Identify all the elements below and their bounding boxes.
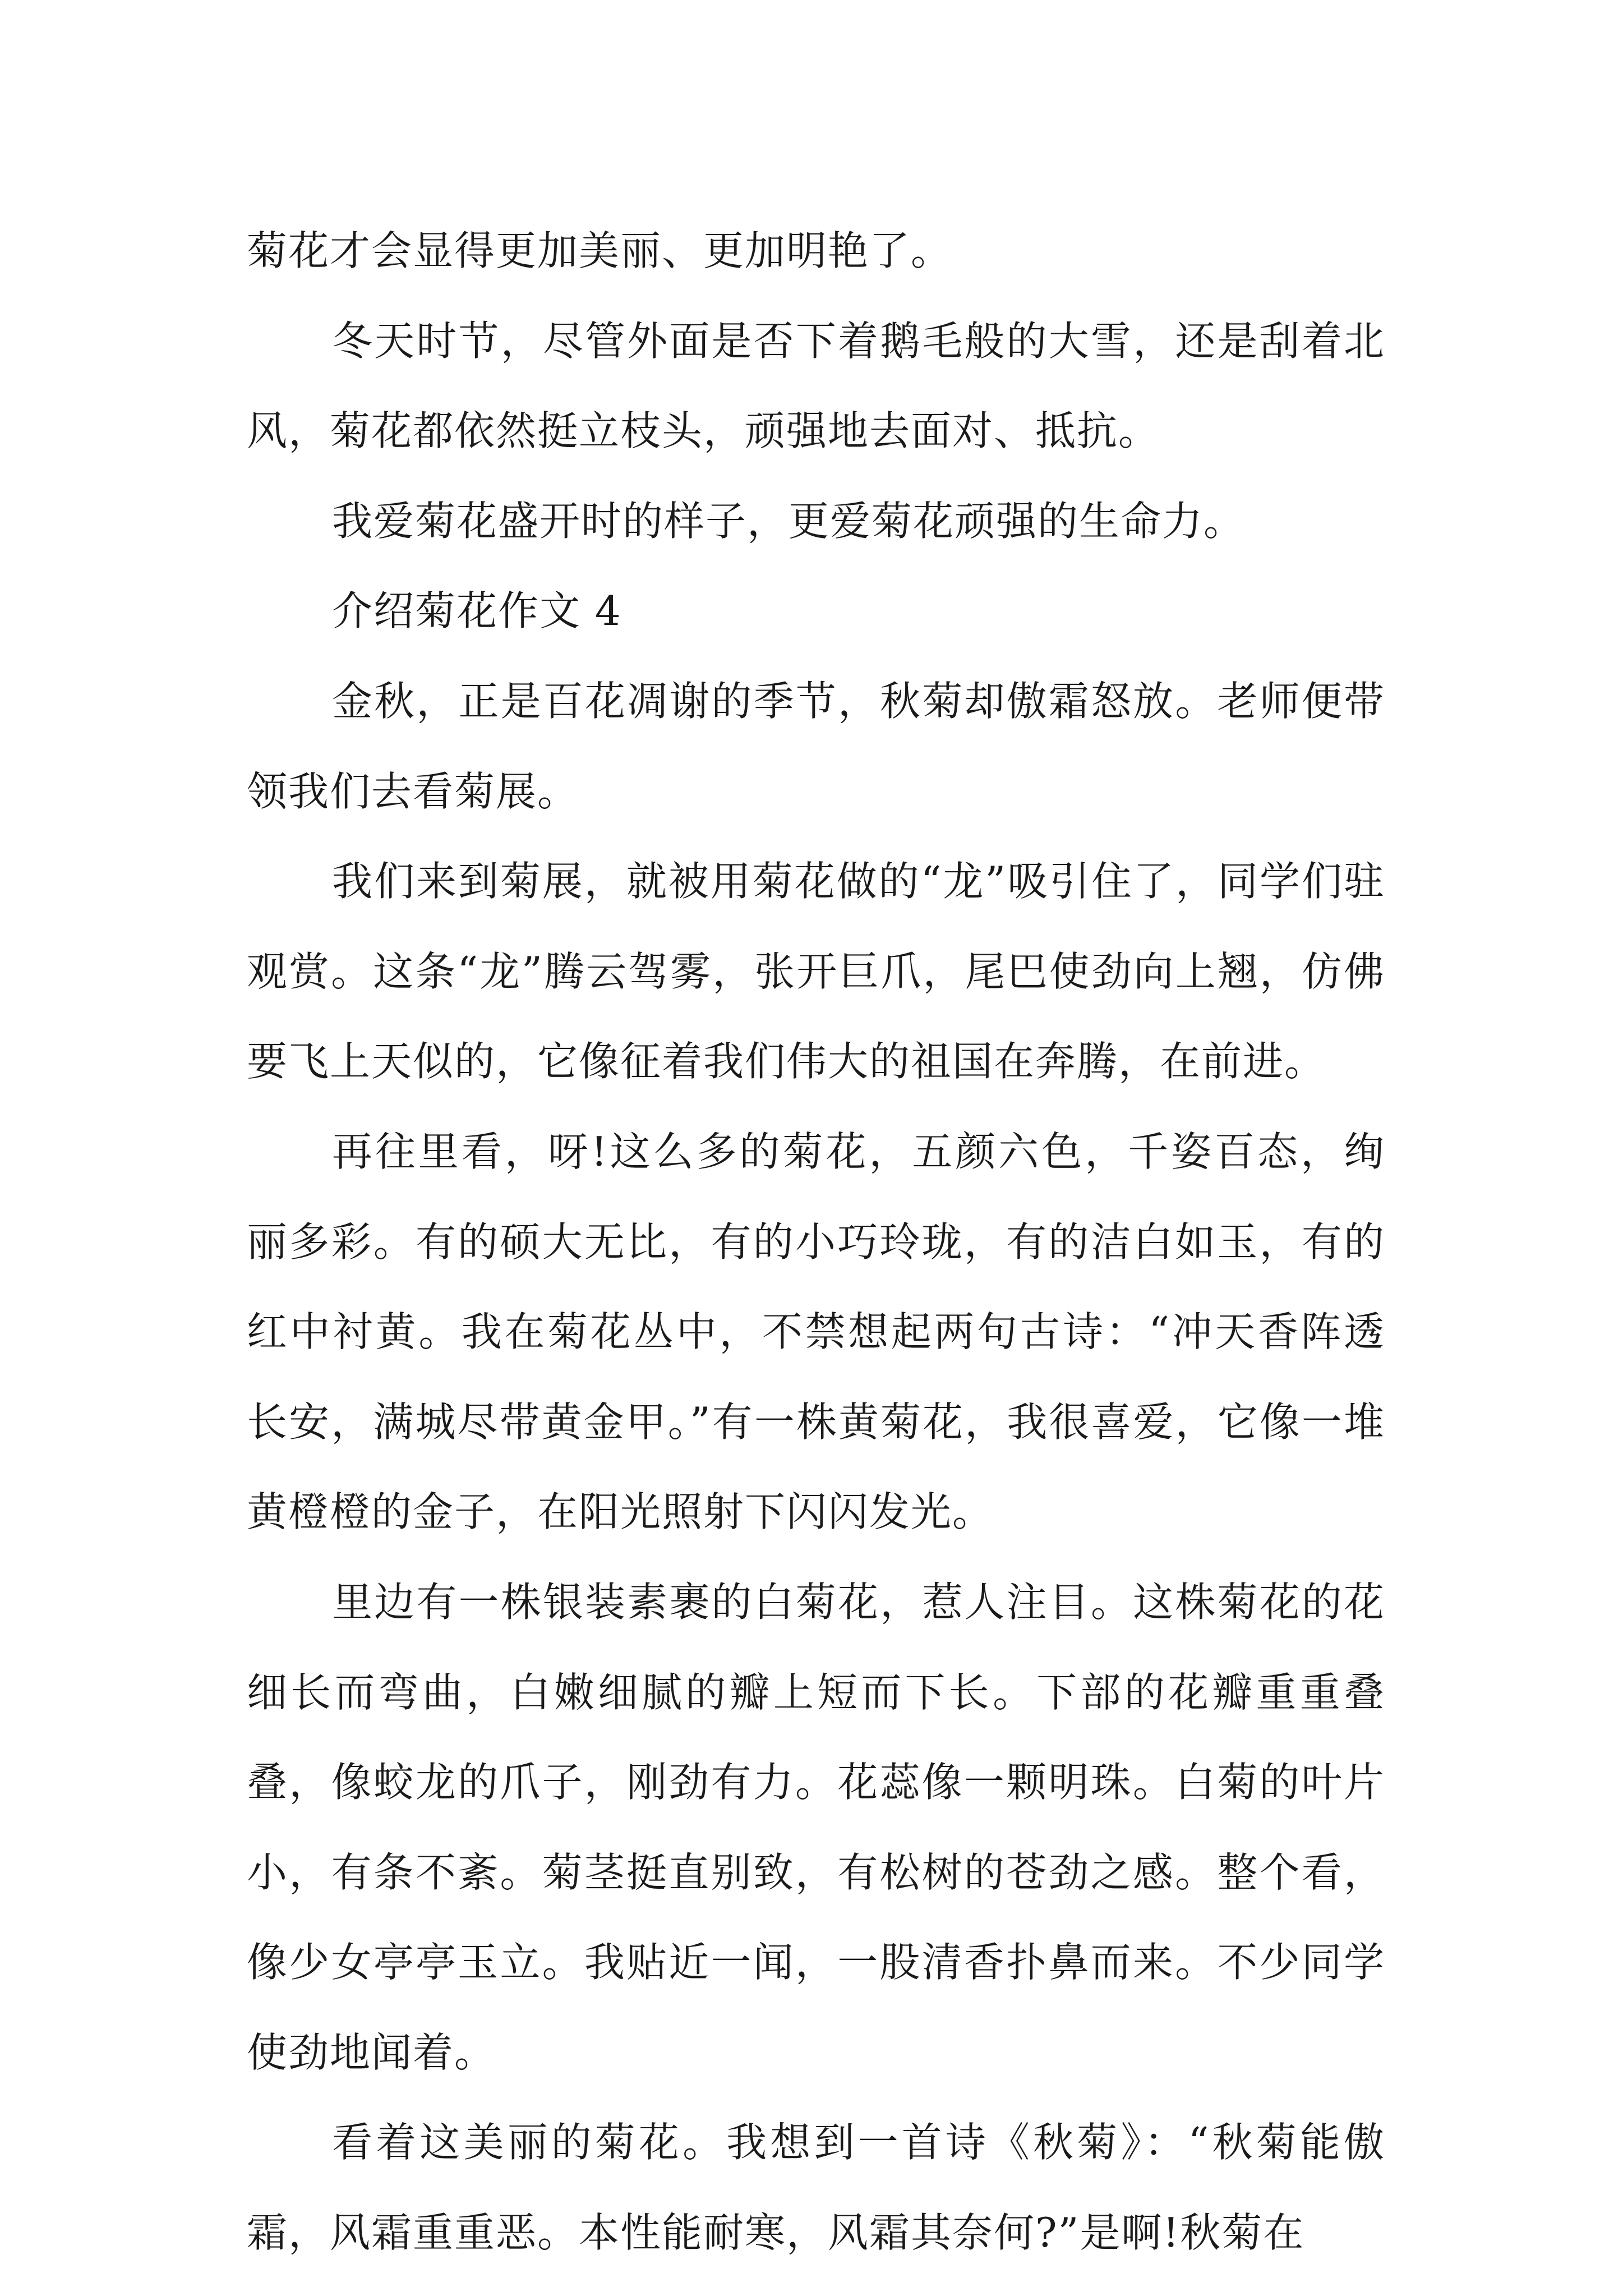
paragraph-8: 里边有一株银装素裹的白菊花，惹人注目。这株菊花的花细长而弯曲，白嫩细腻的瓣上短而下长。下部的花瓣重重叠叠，像蛟龙的爪子，刚劲有力。花蕊像一颗明珠。白菊的叶片小，有条不紊。菊茎挺直别致，有松树的苍劲之感。整个看，像少女亭亭玉立。我贴近一闻，一股清香扑鼻而来。不少同学使劲地闻着。 [247,1578,1385,2076]
paragraph-7: 再往里看，呀!这么多的菊花，五颜六色，千姿百态，绚丽多彩。有的硕大无比，有的小巧玲珑，有的洁白如玉，有的红中衬黄。我在菊花丛中，不禁想起两句古诗：“冲天香阵透长安，满城尽带黄金甲。”有一株黄菊花，我很喜爱，它像一堆黄橙橙的金子，在阳光照射下闪闪发光。 [247,1128,1385,1536]
paragraph-9: 看着这美丽的菊花。我想到一首诗《秋菊》：“秋菊能傲霜，风霜重重恶。本性能耐寒，风霜其奈何?”是啊!秋菊在 [247,2119,1385,2257]
paragraph-6: 我们来到菊展，就被用菊花做的“龙”吸引住了，同学们驻观赏。这条“龙”腾云驾雾，张开巨爪，尾巴使劲向上翘，仿佛要飞上天似的，它像征着我们伟大的祖国在奔腾，在前进。 [247,858,1385,1085]
document-body [247,206,1385,2278]
paragraph-3: 我爱菊花盛开时的样子，更爱菊花顽强的生命力。 [332,497,1246,545]
paragraph-2: 冬天时节，尽管外面是否下着鹅毛般的大雪，还是刮着北风，菊花都依然挺立枝头，顽强地去面对、抵抗。 [247,317,1385,455]
paragraph-1: 菊花才会显得更加美丽、更加明艳了。 [247,227,953,274]
section-heading: 介绍菊花作文 4 [332,587,622,635]
paragraph-5: 金秋，正是百花凋谢的季节，秋菊却傲霜怒放。老师便带领我们去看菊展。 [247,677,1385,815]
